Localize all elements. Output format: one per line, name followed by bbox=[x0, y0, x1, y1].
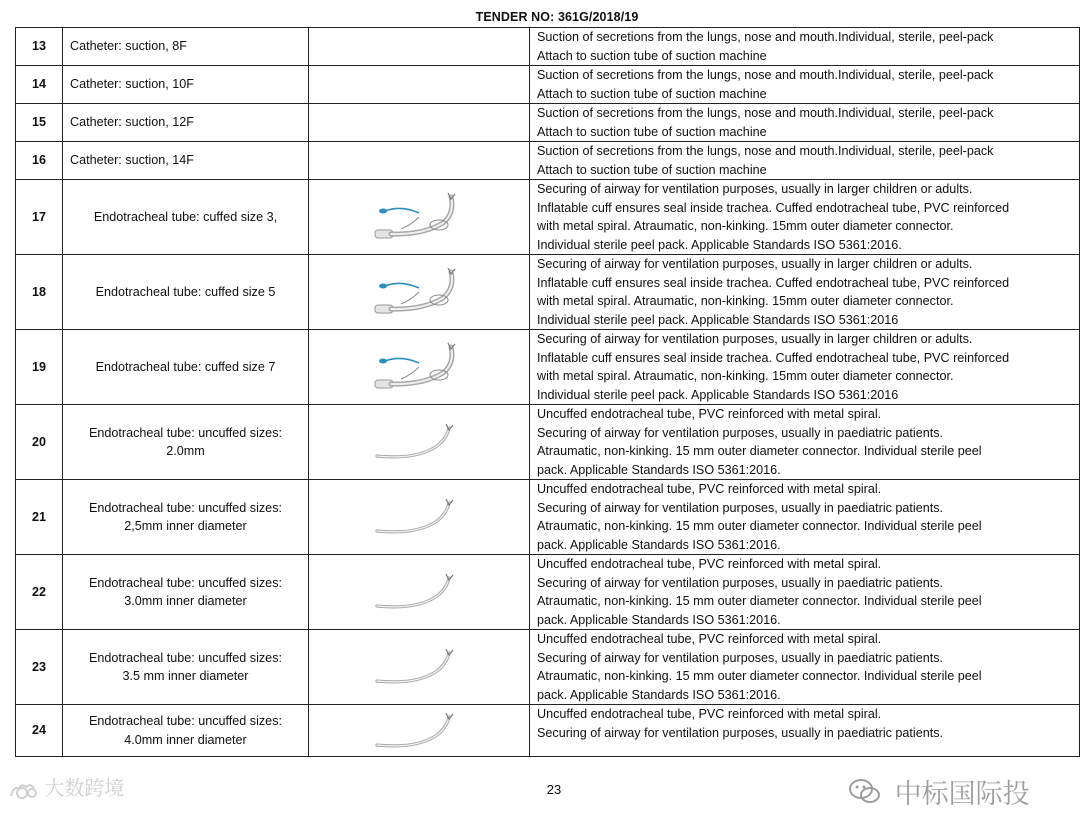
item-number: 14 bbox=[16, 66, 63, 104]
table-row bbox=[16, 405, 1080, 480]
description-line: Securing of airway for ventilation purposes, usually in paediatric patients. bbox=[537, 500, 944, 515]
item-number: 16 bbox=[16, 142, 63, 180]
description-line: pack. Applicable Standards ISO 5361:2016. bbox=[537, 462, 781, 477]
description-line: Securing of airway for ventilation purposes, usually in paediatric patients. bbox=[537, 725, 944, 740]
description-line: Securing of airway for ventilation purposes, usually in larger children or adults. bbox=[537, 332, 973, 346]
description-line: Atraumatic, non-kinking. 15 mm outer diameter connector. Individual sterile peel bbox=[537, 444, 982, 458]
item-name bbox=[63, 255, 309, 330]
item-description bbox=[530, 66, 1080, 104]
description-line: Atraumatic, non-kinking. 15 mm outer diameter connector. Individual sterile peel bbox=[537, 669, 982, 683]
table-row bbox=[16, 66, 1080, 104]
description-line: Uncuffed endotracheal tube, PVC reinforced with metal spiral. bbox=[537, 557, 882, 571]
cuffed-endotracheal-tube-icon bbox=[371, 189, 467, 245]
item-name-line: Endotracheal tube: uncuffed sizes: bbox=[88, 500, 282, 515]
description-line: with metal spiral. Atraumatic, non-kinking. 15mm outer diameter connector. bbox=[537, 294, 954, 308]
item-name-line: Endotracheal tube: uncuffed sizes: bbox=[88, 650, 282, 665]
description-line: Securing of airway for ventilation purposes, usually in paediatric patients. bbox=[537, 425, 944, 440]
table-row bbox=[16, 705, 1080, 757]
description-line: with metal spiral. Atraumatic, non-kinking. 15mm outer diameter connector. bbox=[537, 369, 954, 383]
item-description bbox=[530, 142, 1080, 180]
right-watermark-text: 中标国际投 bbox=[894, 779, 1030, 810]
item-name-line: Endotracheal tube: cuffed size 5 bbox=[95, 284, 276, 299]
item-name-line: Catheter: suction, 8F bbox=[70, 39, 187, 54]
item-name-line: Endotracheal tube: uncuffed sizes: bbox=[88, 575, 282, 590]
item-image bbox=[309, 66, 530, 104]
item-number: 13 bbox=[16, 28, 63, 66]
table-row bbox=[16, 180, 1080, 255]
description-line: Attach to suction tube of suction machine bbox=[537, 48, 767, 63]
item-image bbox=[309, 555, 530, 630]
table-row bbox=[16, 142, 1080, 180]
description-line: Uncuffed endotracheal tube, PVC reinforced with metal spiral. bbox=[537, 632, 882, 646]
item-description bbox=[530, 480, 1080, 555]
table-row bbox=[16, 255, 1080, 330]
right-watermark bbox=[848, 772, 1030, 813]
item-description bbox=[530, 630, 1080, 705]
description-line: Uncuffed endotracheal tube, PVC reinforced with metal spiral. bbox=[537, 482, 882, 496]
item-name-line: Catheter: suction, 12F bbox=[70, 115, 194, 130]
item-name-line: Endotracheal tube: uncuffed sizes: bbox=[88, 425, 282, 440]
item-number: 21 bbox=[16, 480, 63, 555]
description-line: pack. Applicable Standards ISO 5361:2016. bbox=[537, 612, 781, 627]
description-line: Individual sterile peel pack. Applicable Standards ISO 5361:2016 bbox=[537, 312, 899, 327]
item-description bbox=[530, 405, 1080, 480]
item-name-line: Endotracheal tube: uncuffed sizes: bbox=[88, 714, 282, 728]
item-description bbox=[530, 28, 1080, 66]
item-number: 22 bbox=[16, 555, 63, 630]
uncuffed-endotracheal-tube-icon bbox=[371, 495, 467, 539]
description-line: with metal spiral. Atraumatic, non-kinking. 15mm outer diameter connector. bbox=[537, 219, 954, 233]
description-line: Atraumatic, non-kinking. 15 mm outer diameter connector. Individual sterile peel bbox=[537, 594, 982, 608]
item-image bbox=[309, 104, 530, 142]
item-image bbox=[309, 180, 530, 255]
description-line: Suction of secretions from the lungs, nose and mouth.Individual, sterile, peel-pack bbox=[537, 30, 994, 44]
item-image bbox=[309, 405, 530, 480]
item-name bbox=[63, 66, 309, 104]
wechat-icon bbox=[848, 778, 882, 813]
description-line: Atraumatic, non-kinking. 15 mm outer diameter connector. Individual sterile peel bbox=[537, 519, 982, 533]
page-number: 23 bbox=[546, 782, 562, 797]
item-number: 17 bbox=[16, 180, 63, 255]
item-name-line: 4.0mm inner diameter bbox=[124, 732, 247, 747]
item-description bbox=[530, 330, 1080, 405]
description-line: Securing of airway for ventilation purposes, usually in larger children or adults. bbox=[537, 257, 973, 271]
description-line: Inflatable cuff ensures seal inside trachea. Cuffed endotracheal tube, PVC reinforced bbox=[537, 350, 1010, 365]
description-line: Individual sterile peel pack. Applicable Standards ISO 5361:2016. bbox=[537, 237, 902, 252]
item-name-line: 2,5mm inner diameter bbox=[124, 519, 247, 533]
item-image bbox=[309, 255, 530, 330]
description-line: Suction of secretions from the lungs, nose and mouth.Individual, sterile, peel-pack bbox=[537, 106, 994, 120]
table-row bbox=[16, 28, 1080, 66]
item-name bbox=[63, 555, 309, 630]
item-description bbox=[530, 104, 1080, 142]
description-line: Attach to suction tube of suction machine bbox=[537, 162, 767, 177]
item-name bbox=[63, 630, 309, 705]
uncuffed-endotracheal-tube-icon bbox=[371, 570, 467, 614]
table-row bbox=[16, 555, 1080, 630]
item-description bbox=[530, 255, 1080, 330]
item-number: 23 bbox=[16, 630, 63, 705]
item-number: 18 bbox=[16, 255, 63, 330]
item-number: 15 bbox=[16, 104, 63, 142]
table-row bbox=[16, 480, 1080, 555]
item-name bbox=[63, 705, 309, 757]
item-image bbox=[309, 142, 530, 180]
item-name-line: Endotracheal tube: cuffed size 7 bbox=[95, 359, 276, 374]
item-name bbox=[63, 142, 309, 180]
description-line: Attach to suction tube of suction machine bbox=[537, 124, 767, 139]
item-name bbox=[63, 330, 309, 405]
item-image bbox=[309, 705, 530, 757]
tender-number-header: TENDER NO: 361G/2018/19 bbox=[475, 10, 639, 24]
item-image bbox=[309, 28, 530, 66]
left-watermark-text: 大数跨境 bbox=[44, 776, 125, 800]
description-line: pack. Applicable Standards ISO 5361:2016. bbox=[537, 537, 781, 552]
item-number: 19 bbox=[16, 330, 63, 405]
item-image bbox=[309, 480, 530, 555]
item-name bbox=[63, 480, 309, 555]
item-name bbox=[63, 28, 309, 66]
description-line: Uncuffed endotracheal tube, PVC reinforced with metal spiral. bbox=[537, 707, 882, 721]
item-description bbox=[530, 705, 1080, 757]
item-name bbox=[63, 180, 309, 255]
description-line: Inflatable cuff ensures seal inside trachea. Cuffed endotracheal tube, PVC reinforced bbox=[537, 275, 1010, 290]
item-name bbox=[63, 104, 309, 142]
table-row bbox=[16, 104, 1080, 142]
item-image bbox=[309, 630, 530, 705]
item-name-line: 3.5 mm inner diameter bbox=[122, 669, 249, 683]
description-line: Uncuffed endotracheal tube, PVC reinforced with metal spiral. bbox=[537, 407, 882, 421]
cuffed-endotracheal-tube-icon bbox=[371, 264, 467, 320]
table-row bbox=[16, 630, 1080, 705]
table-row bbox=[16, 330, 1080, 405]
description-line: Inflatable cuff ensures seal inside trachea. Cuffed endotracheal tube, PVC reinforced bbox=[537, 200, 1010, 215]
description-line: Individual sterile peel pack. Applicable Standards ISO 5361:2016 bbox=[537, 387, 899, 402]
item-name-line: Catheter: suction, 10F bbox=[70, 77, 194, 92]
item-name-line: 2.0mm bbox=[166, 444, 205, 458]
item-name-line: 3.0mm inner diameter bbox=[124, 594, 247, 608]
uncuffed-endotracheal-tube-icon bbox=[371, 420, 467, 464]
item-name bbox=[63, 405, 309, 480]
description-line: pack. Applicable Standards ISO 5361:2016. bbox=[537, 687, 781, 702]
tender-items-table bbox=[15, 27, 1080, 757]
item-name-line: Catheter: suction, 14F bbox=[70, 153, 194, 168]
item-image bbox=[309, 330, 530, 405]
description-line: Securing of airway for ventilation purposes, usually in paediatric patients. bbox=[537, 650, 944, 665]
description-line: Securing of airway for ventilation purposes, usually in larger children or adults. bbox=[537, 182, 973, 196]
description-line: Attach to suction tube of suction machine bbox=[537, 86, 767, 101]
item-number: 24 bbox=[16, 705, 63, 757]
item-name-line: Endotracheal tube: cuffed size 3, bbox=[93, 209, 278, 224]
item-description bbox=[530, 555, 1080, 630]
description-line: Suction of secretions from the lungs, nose and mouth.Individual, sterile, peel-pack bbox=[537, 144, 994, 158]
uncuffed-endotracheal-tube-icon bbox=[371, 709, 467, 753]
description-line: Suction of secretions from the lungs, nose and mouth.Individual, sterile, peel-pack bbox=[537, 68, 994, 82]
uncuffed-endotracheal-tube-icon bbox=[371, 645, 467, 689]
description-line: Securing of airway for ventilation purposes, usually in paediatric patients. bbox=[537, 575, 944, 590]
item-description bbox=[530, 180, 1080, 255]
item-number: 20 bbox=[16, 405, 63, 480]
cuffed-endotracheal-tube-icon bbox=[371, 339, 467, 395]
